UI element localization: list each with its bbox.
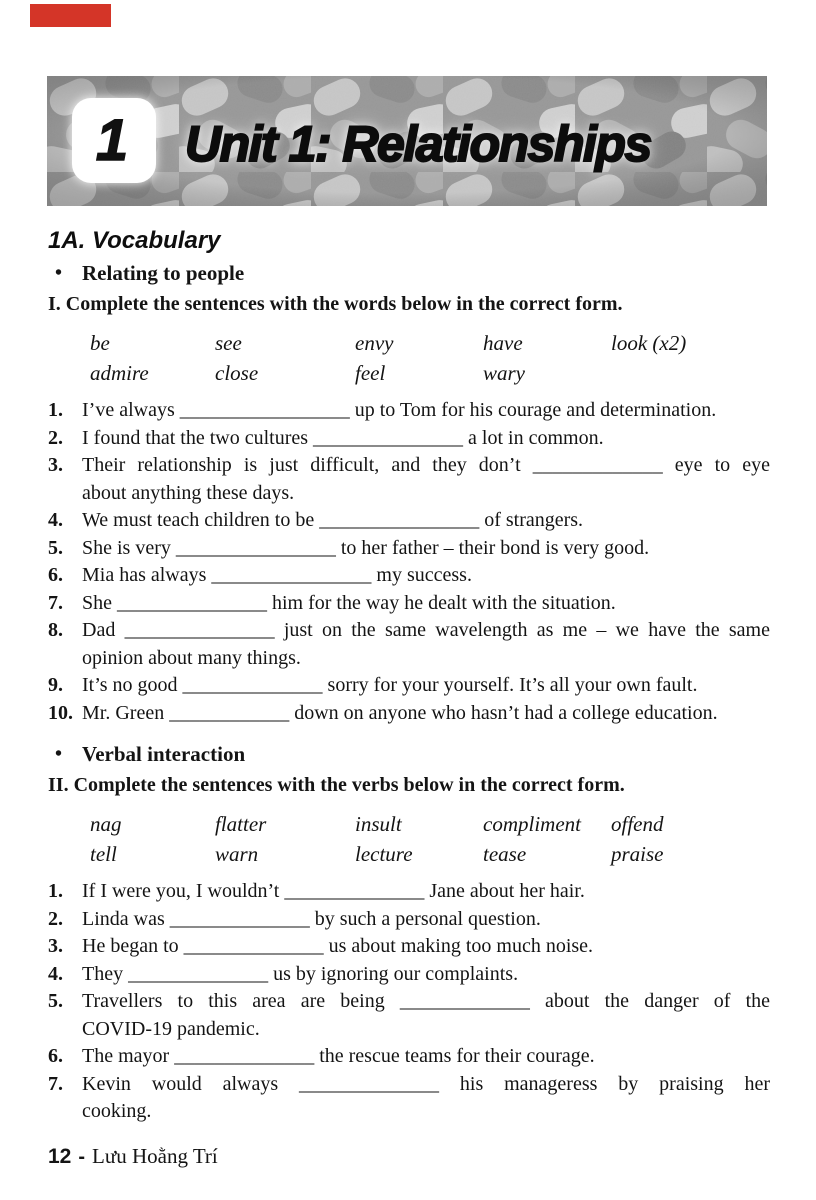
exercise-heading: Relating to people	[82, 261, 245, 285]
exercise-item	[48, 700, 770, 728]
item-line-1: Dad _______________ just on the same wavelength as me – we have the same	[82, 619, 770, 641]
item-number: 4.	[48, 962, 63, 985]
unit-number: 1	[95, 107, 129, 173]
exercise-item	[48, 535, 770, 563]
exercise-item	[48, 1043, 770, 1071]
item-text	[82, 397, 770, 425]
exercise-item	[48, 933, 770, 961]
item-line-1: We must teach children to be ________________ of strangers.	[82, 509, 584, 531]
section-heading: 1A. Vocabulary	[48, 227, 221, 254]
page-footer	[48, 1144, 218, 1169]
item-text	[82, 507, 770, 535]
exercise-item	[48, 397, 770, 425]
exercise-bullet-heading	[48, 260, 770, 286]
exercise-item	[48, 507, 770, 535]
word-bank-row	[90, 328, 770, 358]
footer-separator: -	[78, 1146, 86, 1168]
exercise-section	[48, 741, 770, 1126]
exercise-heading: Verbal interaction	[82, 742, 246, 766]
word-bank-word: wary	[483, 361, 525, 385]
word-bank-word: have	[483, 331, 523, 355]
item-line-2: opinion about many things.	[82, 646, 301, 669]
word-bank-word: praise	[611, 842, 664, 866]
word-bank	[90, 809, 770, 869]
item-number: 5.	[48, 536, 63, 559]
item-text	[82, 590, 770, 618]
word-bank-word: warn	[215, 842, 259, 866]
scan-red-mark	[30, 4, 111, 27]
item-line-1: Mia has always ________________ my success.	[82, 564, 472, 586]
item-text	[82, 961, 770, 989]
item-line-1: Travellers to this area are being _____________ about the danger of the	[82, 990, 770, 1012]
item-number: 6.	[48, 1045, 63, 1067]
word-bank-word: compliment	[483, 812, 581, 836]
exercise-item	[48, 452, 770, 507]
word-bank-word: admire	[90, 361, 149, 385]
item-number: 7.	[48, 591, 63, 614]
item-line-1: She is very ________________ to her father – their bond is very good.	[82, 536, 650, 559]
word-bank-row	[90, 839, 770, 869]
item-number: 3.	[48, 935, 63, 957]
item-text	[82, 1071, 770, 1126]
word-bank-word: see	[215, 331, 242, 355]
item-line-1: Linda was ______________ by such a personal question.	[82, 907, 541, 930]
item-line-1: They ______________ us by ignoring our complaints.	[82, 962, 519, 985]
item-number: 2.	[48, 426, 63, 449]
word-bank-word: offend	[611, 812, 664, 836]
item-number: 1.	[48, 880, 63, 902]
item-number: 8.	[48, 619, 63, 641]
exercise-item	[48, 1071, 770, 1126]
word-bank-word: close	[215, 361, 259, 385]
item-line-2: cooking.	[82, 1100, 152, 1122]
exercise-instruction: II. Complete the sentences with the verbs below in the correct form.	[48, 774, 625, 796]
item-line-1: If I were you, I wouldn’t ______________ Jane about her hair.	[82, 880, 585, 902]
unit-banner	[47, 76, 767, 206]
word-bank-word: nag	[90, 812, 122, 836]
item-line-1: I’ve always _________________ up to Tom for his courage and determination.	[82, 399, 717, 421]
exercise-item	[48, 590, 770, 618]
unit-number-badge	[72, 98, 156, 183]
exercises-container	[48, 260, 770, 1126]
word-bank-word: lecture	[355, 842, 413, 866]
unit-title: Unit 1: Relationships	[185, 116, 651, 172]
item-text	[82, 933, 770, 961]
exercise-item	[48, 617, 770, 672]
exercise-item	[48, 672, 770, 700]
exercise-section	[48, 260, 770, 727]
item-line-1: Their relationship is just difficult, and they don’t _____________ eye to eye	[82, 454, 770, 476]
exercise-item	[48, 562, 770, 590]
word-bank-word: flatter	[215, 812, 267, 836]
item-number: 2.	[48, 907, 63, 930]
item-number: 9.	[48, 674, 63, 696]
item-text	[82, 906, 770, 934]
item-text	[82, 878, 770, 906]
word-bank-word: be	[90, 331, 110, 355]
item-text	[82, 425, 770, 453]
item-text	[82, 672, 770, 700]
item-number: 5.	[48, 990, 63, 1012]
item-line-1: He began to ______________ us about making too much noise.	[82, 935, 594, 957]
item-text	[82, 617, 770, 672]
exercise-item	[48, 906, 770, 934]
exercise-bullet-heading	[48, 741, 770, 767]
item-line-1: Kevin would always ______________ his manageress by praising her	[82, 1072, 770, 1095]
item-text	[82, 452, 770, 507]
item-number: 6.	[48, 564, 63, 586]
bullet-icon: •	[55, 262, 63, 284]
item-number: 10.	[48, 701, 73, 724]
page-number: 12	[48, 1145, 72, 1168]
exercise-instruction: I. Complete the sentences with the words below in the correct form.	[48, 293, 623, 315]
word-bank-row	[90, 358, 770, 388]
exercise-item	[48, 988, 770, 1043]
item-line-1: I found that the two cultures _______________ a lot in common.	[82, 426, 604, 449]
author-name: Lưu Hoằng Trí	[92, 1144, 218, 1168]
item-line-1: It’s no good ______________ sorry for your yourself. It’s all your own fault.	[82, 674, 698, 696]
exercise-item	[48, 425, 770, 453]
item-number: 4.	[48, 509, 63, 531]
item-text	[82, 700, 770, 728]
item-number: 3.	[48, 454, 63, 476]
word-bank	[90, 328, 770, 388]
bullet-icon: •	[55, 743, 63, 765]
item-line-1: The mayor ______________ the rescue teams for their courage.	[82, 1045, 595, 1067]
item-line-1: Mr. Green ____________ down on anyone who hasn’t had a college education.	[82, 701, 718, 724]
item-line-1: She _______________ him for the way he dealt with the situation.	[82, 591, 616, 614]
exercise-item	[48, 878, 770, 906]
word-bank-word: insult	[355, 812, 402, 836]
word-bank-word: tell	[90, 842, 117, 866]
word-bank-word: look (x2)	[611, 331, 687, 355]
word-bank-word: tease	[483, 842, 527, 866]
exercise-items	[48, 878, 770, 1126]
word-bank-word: feel	[355, 361, 386, 385]
exercise-item	[48, 961, 770, 989]
item-text	[82, 988, 770, 1043]
word-bank-word: envy	[355, 331, 394, 355]
item-line-2: about anything these days.	[82, 481, 295, 504]
item-number: 7.	[48, 1072, 63, 1095]
item-number: 1.	[48, 399, 63, 421]
item-text	[82, 535, 770, 563]
item-text	[82, 1043, 770, 1071]
item-text	[82, 562, 770, 590]
word-bank-row	[90, 809, 770, 839]
exercise-items	[48, 397, 770, 727]
item-line-2: COVID-19 pandemic.	[82, 1017, 260, 1040]
